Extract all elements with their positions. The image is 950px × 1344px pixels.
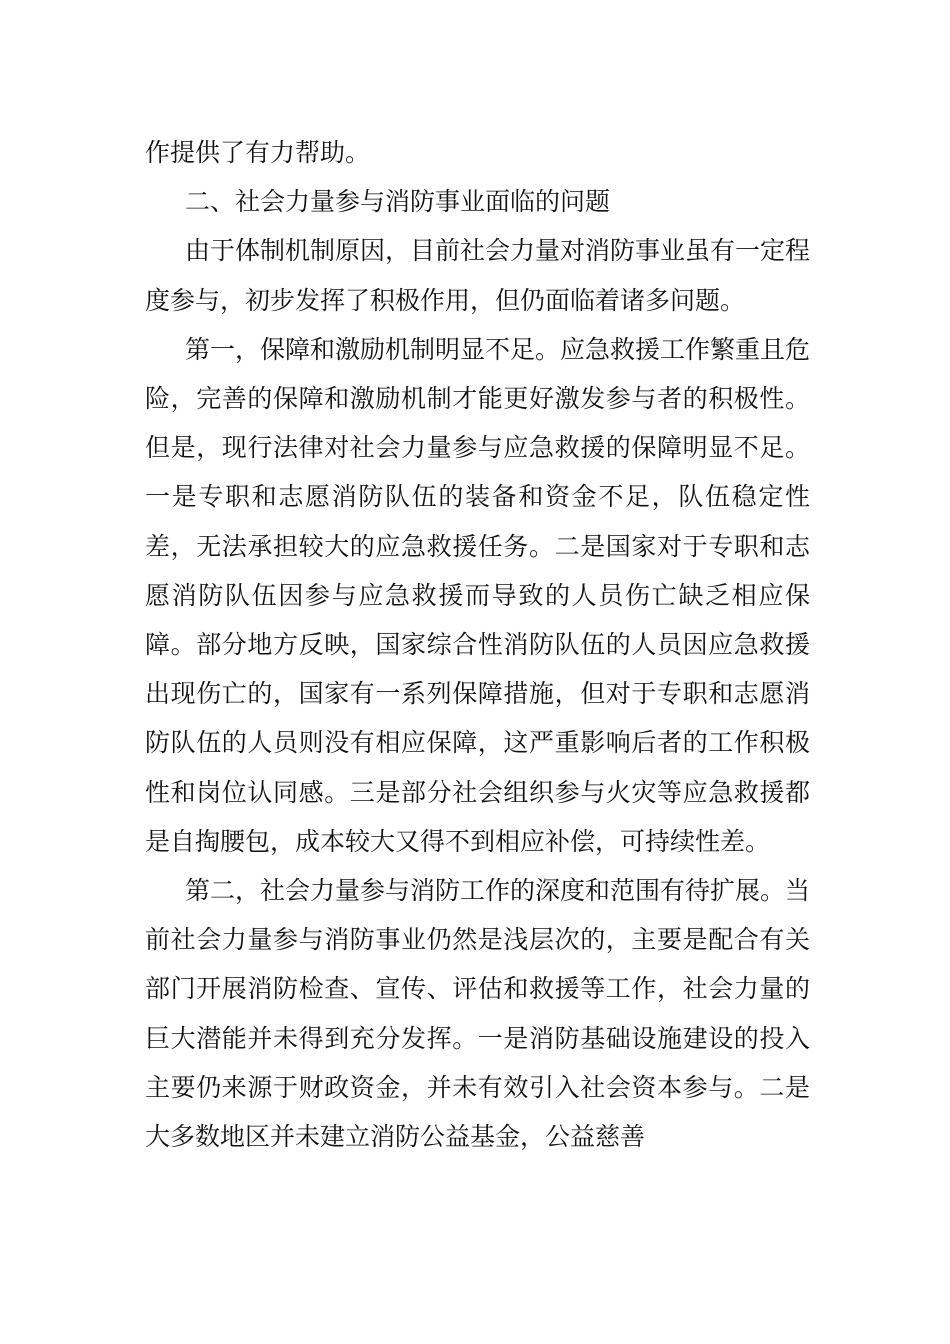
paragraph-second-point: 第二，社会力量参与消防工作的深度和范围有待扩展。当前社会力量参与消防事业仍然是浅层次的，主要是配合有关部门开展消防检查、宣传、评估和救援等工作，社会力量的巨大潜能并未得到充分发挥。一是消防基础设施建设的投入主要仍来源于财政资金，并未有效引入社会资本参与。二是大多数地区并未建立消防公益基金，公益慈善 (145, 876, 811, 1152)
paragraph-first-point: 第一，保障和激励机制明显不足。应急救援工作繁重且危险，完善的保障和激励机制才能更好激发参与者的积极性。但是，现行法律对社会力量参与应急救援的保障明显不足。一是专职和志愿消防队伍的装备和资金不足，队伍稳定性差，无法承担较大的应急救援任务。二是国家对于专职和志愿消防队伍因参与应急救援而导致的人员伤亡缺乏相应保障。部分地方反映，国家综合性消防队伍的人员因应急救援出现伤亡的，国家有一系列保障措施，但对于专职和志愿消防队伍的人员则没有相应保障，这严重影响后者的工作积极性和岗位认同感。三是部分社会组织参与火灾等应急救援都是自掏腰包，成本较大又得不到相应补偿，可持续性差。 (145, 334, 811, 856)
document-body (145, 128, 810, 1161)
paragraph-continuation: 作提供了有力帮助。 (145, 138, 371, 167)
paragraph-intro: 由于体制机制原因，目前社会力量对消防事业虽有一定程度参与，初步发挥了积极作用，但仍面临着诸多问题。 (145, 236, 811, 315)
section-heading: 二、社会力量参与消防事业面临的问题 (185, 187, 611, 217)
